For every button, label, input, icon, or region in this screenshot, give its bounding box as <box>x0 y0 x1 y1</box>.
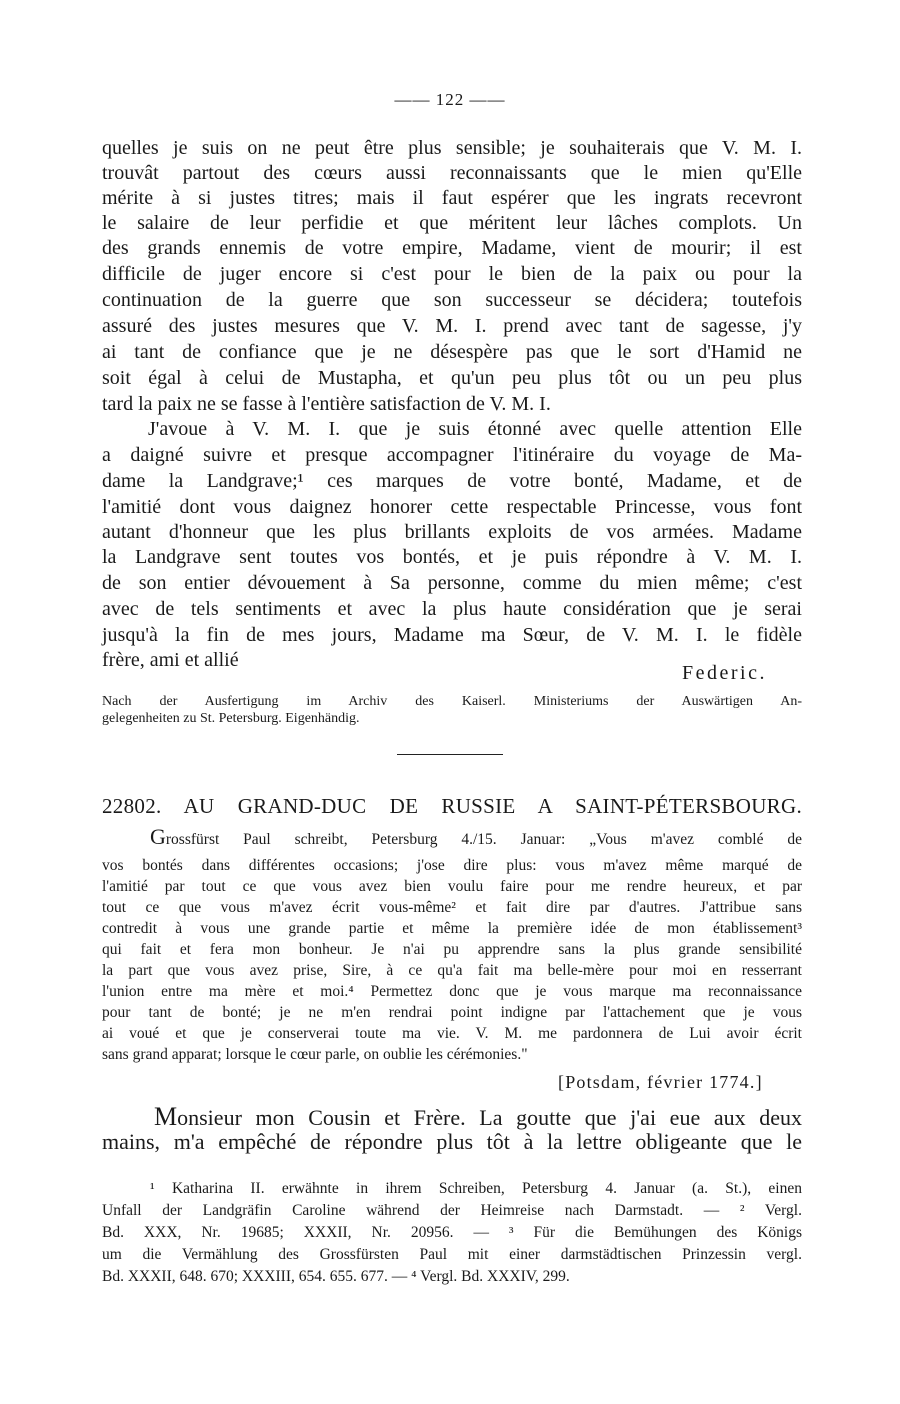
summary-line: sans grand apparat; lorsque le cœur parle, on oublie les cérémonies." <box>102 1046 528 1063</box>
summary-line: vos bontés dans différentes occasions; j'ose dire plus: vous m'avez même marqué de <box>102 857 802 874</box>
body-line: tard la paix ne se fasse à l'entière satisfaction de V. M. I. <box>102 393 551 415</box>
letter-line: mains, m'a empêché de répondre plus tôt à la lettre obligeante que le <box>102 1129 802 1154</box>
body-line: soit égal à celui de Mustapha, et qu'un peu plus tôt ou un peu plus <box>102 367 802 389</box>
body-line: continuation de la guerre que son successeur se décidera; toutefois <box>102 289 802 311</box>
summary-line: tout ce que vous m'avez écrit vous-même² et fait dire par d'autres. J'attribue sans <box>102 899 802 916</box>
body-line: a daigné suivre et presque accompagner l'itinéraire du voyage de Ma- <box>102 444 802 466</box>
summary-line: l'amitié par tout ce que vous avez bien voulu faire pour me rendre heureux, et par <box>102 878 802 895</box>
dateline: [Potsdam, février 1774.] <box>558 1072 763 1092</box>
letter-line <box>154 1104 802 1130</box>
summary-line: la part que vous avez prise, Sire, à ce qu'a fait ma belle-mère pour moi en resserrant <box>102 962 802 979</box>
page-number-value: 122 <box>435 90 465 109</box>
body-line: le salaire de leur perfidie et que méritent leur lâches complots. Un <box>102 212 802 234</box>
body-line: ai tant de confiance que je ne désespère pas que le sort d'Hamid ne <box>102 341 802 363</box>
body-line: difficile de juger encore si c'est pour le bien de la paix ou pour la <box>102 263 802 285</box>
summary-line: qui fait et fera mon bonheur. Je n'ai pu apprendre sans la plus grande sensibilité <box>102 941 802 958</box>
footnote-line: Bd. XXXII, 648. 670; XXXIII, 654. 655. 677. — ⁴ Vergl. Bd. XXXIV, 299. <box>102 1268 570 1285</box>
source-note-line: gelegenheiten zu St. Petersburg. Eigenhändig. <box>102 711 360 726</box>
summary-line <box>150 826 802 848</box>
body-line: avec de tels sentiments et avec la plus haute considération que je serai <box>102 598 802 620</box>
summary-line: ai voué et que je conserverai toute ma vie. V. M. me pardonnera de Lui avoir écrit <box>102 1025 802 1042</box>
page-number: —— 122 —— <box>394 90 506 109</box>
letter-heading: 22802. AU GRAND-DUC DE RUSSIE A SAINT-PÉTERSBOURG. <box>102 794 802 818</box>
body-line: frère, ami et allié <box>102 649 239 671</box>
body-line: la Landgrave sent toutes vos bontés, et je puis répondre à V. M. I. <box>102 546 802 568</box>
body-line: de son entier dévouement à Sa personne, comme du mien même; c'est <box>102 572 802 594</box>
summary-initial: G <box>150 824 166 849</box>
body-line: dame la Landgrave;¹ ces marques de votre bonté, Madame, et de <box>102 470 802 492</box>
letter-line-text: onsieur mon Cousin et Frère. La goutte que j'ai eue aux deux <box>177 1105 802 1130</box>
body-line: mérite à si justes titres; mais il faut espérer que les ingrats recevront <box>102 187 802 209</box>
summary-line: contredit à vous une grande partie et même la première idée de mon établissement³ <box>102 920 802 937</box>
signature: Federic. <box>682 662 767 684</box>
body-line: jusqu'à la fin de mes jours, Madame ma Sœur, de V. M. I. le fidèle <box>102 624 802 646</box>
footnote-line: Bd. XXX, Nr. 19685; XXXII, Nr. 20956. — ³ Für die Bemühungen des Königs <box>102 1224 802 1241</box>
footnote-line: Unfall der Landgräfin Caroline während der Heimreise nach Darmstadt. — ² Vergl. <box>102 1202 802 1219</box>
summary-line-text: rossfürst Paul schreibt, Petersburg 4./15. Januar: „Vous m'avez comblé de <box>165 831 802 848</box>
footnote-line: ¹ Katharina II. erwähnte in ihrem Schreiben, Petersburg 4. Januar (a. St.), einen <box>150 1180 802 1197</box>
summary-line: pour tant de bonté; je ne m'en rendrai point indigne par l'attachement que je vous <box>102 1004 802 1021</box>
body-line: trouvât partout des cœurs aussi reconnaissants que le mien qu'Elle <box>102 162 802 184</box>
section-divider <box>397 754 503 755</box>
summary-line: l'union entre ma mère et moi.⁴ Permettez donc que je vous marque ma reconnaissance <box>102 983 802 1000</box>
letter-initial: M <box>154 1102 178 1131</box>
body-line-indent: J'avoue à V. M. I. que je suis étonné avec quelle attention Elle <box>148 418 802 440</box>
footnote-line: um die Vermählung des Grossfürsten Paul mit einer darmstädtischen Prinzessin vergl. <box>102 1246 802 1263</box>
body-line: des grands ennemis de votre empire, Madame, vient de mourir; il est <box>102 237 802 259</box>
body-line: quelles je suis on ne peut être plus sensible; je souhaiterais que V. M. I. <box>102 137 802 159</box>
source-note-line: Nach der Ausfertigung im Archiv des Kaiserl. Ministeriums der Auswärtigen An- <box>102 694 802 709</box>
body-line: autant d'honneur que les plus brillants exploits de vos armées. Madame <box>102 521 802 543</box>
body-line: l'amitié dont vous daignez honorer cette respectable Princesse, vous font <box>102 496 802 518</box>
body-line: assuré des justes mesures que V. M. I. prend avec tant de sagesse, j'y <box>102 315 802 337</box>
